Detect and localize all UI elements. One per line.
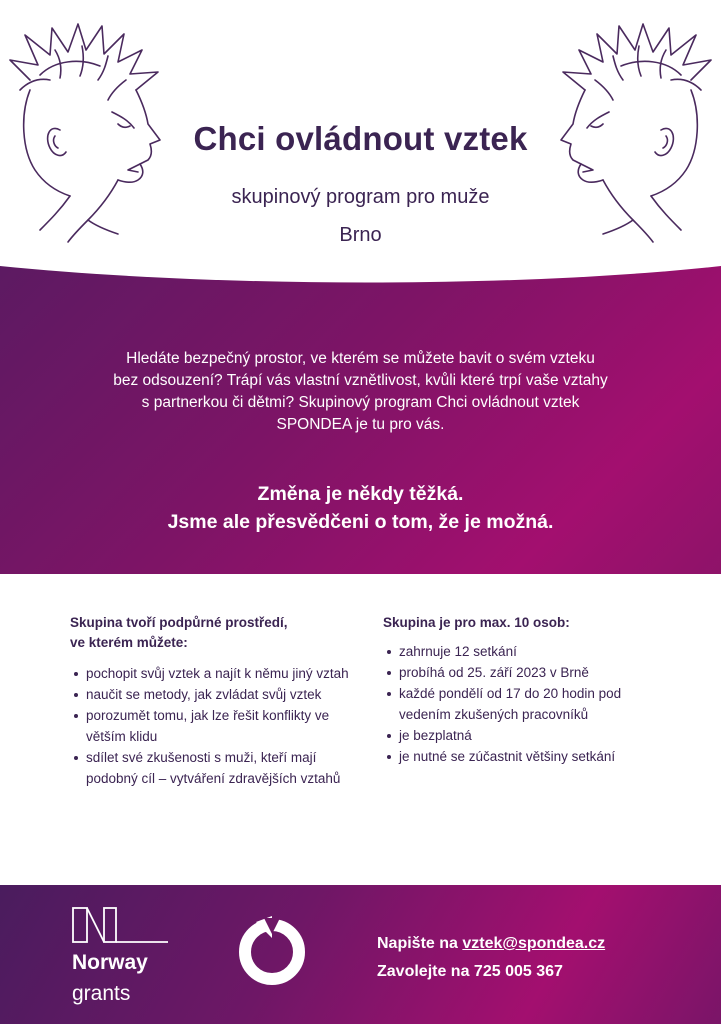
group-info-column bbox=[383, 613, 673, 767]
list-item: je bezplatná bbox=[383, 725, 673, 746]
list-item: zahrnuje 12 setkání bbox=[383, 641, 673, 662]
page-title: Chci ovládnout vztek bbox=[193, 120, 528, 157]
slogan bbox=[0, 480, 721, 536]
slogan-line-1: Změna je někdy těžká. bbox=[257, 483, 464, 505]
intro-line: SPONDEA je tu pro vás. bbox=[276, 416, 445, 433]
norway-grants-logo-icon bbox=[72, 907, 168, 943]
band-top-curve bbox=[0, 248, 721, 298]
intro-line: Hledáte bezpečný prostor, ve kterém se můžete bavit o svém vzteku bbox=[126, 350, 595, 367]
benefits-list bbox=[70, 663, 360, 789]
group-info-heading: Skupina je pro max. 10 osob: bbox=[383, 615, 570, 630]
city-label: Brno bbox=[339, 224, 382, 246]
list-item: probíhá od 25. září 2023 v Brně bbox=[383, 662, 673, 683]
list-item: sdílet své zkušenosti s muži, kteří mají podobný cíl – vytváření zdravějších vztahů bbox=[70, 747, 360, 789]
group-info-list bbox=[383, 641, 673, 767]
header bbox=[0, 0, 721, 280]
contact-email-line bbox=[377, 930, 605, 958]
norway-grants-text-line-2: grants bbox=[72, 982, 131, 1005]
benefits-heading-line-2: ve kterém můžete: bbox=[70, 635, 188, 650]
subtitle: skupinový program pro muže bbox=[231, 186, 490, 208]
benefits-column bbox=[70, 613, 360, 789]
list-item: naučit se metody, jak zvládat svůj vztek bbox=[70, 684, 360, 705]
norway-grants-text-line-1: Norway bbox=[72, 951, 148, 974]
intro-line: bez odsouzení? Trápí vás vlastní vznětlivost, kvůli které trpí vaše vztahy bbox=[113, 372, 608, 389]
benefits-heading bbox=[70, 613, 360, 653]
intro-line: s partnerkou či dětmi? Skupinový program Chci ovládnout vztek bbox=[141, 394, 580, 411]
contact-email-link[interactable]: vztek@spondea.cz bbox=[462, 935, 606, 952]
benefits-heading-line-1: Skupina tvoří podpůrné prostředí, bbox=[70, 615, 288, 630]
spondea-logo-icon bbox=[234, 912, 310, 988]
list-item: porozumět tomu, jak lze řešit konflikty ve větším klidu bbox=[70, 705, 360, 747]
contact-phone-line: Zavolejte na 725 005 367 bbox=[377, 963, 563, 980]
intro-paragraph bbox=[70, 348, 651, 436]
list-item: pochopit svůj vztek a najít k němu jiný vztah bbox=[70, 663, 360, 684]
slogan-line-2: Jsme ale přesvědčeni o tom, že je možná. bbox=[167, 511, 554, 533]
list-item: každé pondělí od 17 do 20 hodin pod vedením zkušených pracovníků bbox=[383, 683, 673, 725]
contact-block bbox=[377, 930, 605, 986]
contact-prefix: Napište na bbox=[377, 935, 463, 952]
list-item: je nutné se zúčastnit většiny setkání bbox=[383, 746, 673, 767]
